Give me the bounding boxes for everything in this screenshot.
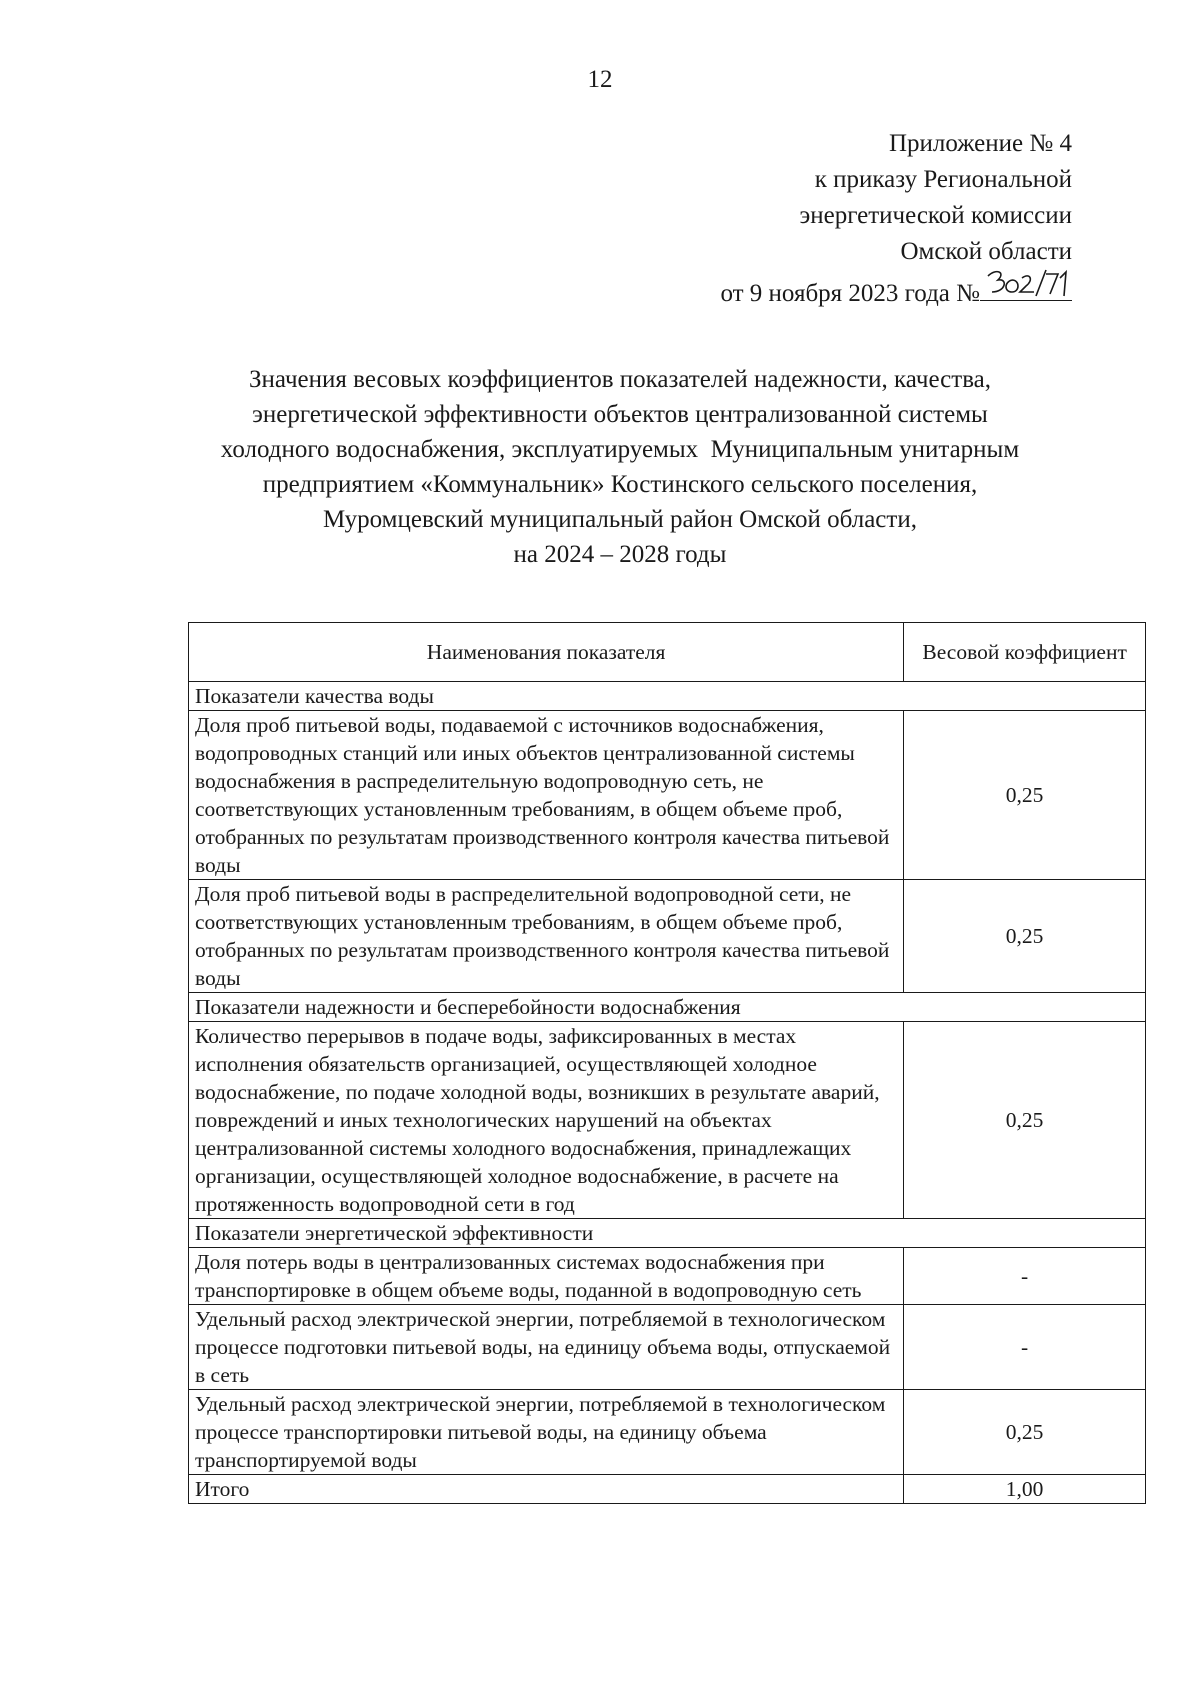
title-line-6: на 2024 – 2028 годы [513, 541, 727, 568]
appendix-line-3: энергетической комиссии [799, 202, 1072, 229]
appendix-line-1: Приложение № 4 [888, 130, 1072, 157]
section-row [189, 682, 1146, 711]
handwritten-number-icon [982, 266, 1074, 300]
header-indicator-name: Наименования показателя [189, 623, 904, 682]
section-title: Показатели надежности и бесперебойности водоснабжения [189, 993, 1146, 1022]
indicator-coefficient: - [904, 1305, 1146, 1390]
table-row [189, 711, 1146, 880]
indicator-coefficient: - [904, 1248, 1146, 1305]
indicator-name: Доля потерь воды в централизованных системах водоснабжения при транспортировке в общем объеме воды, поданной в водопроводную сеть [189, 1248, 904, 1305]
table-row [189, 880, 1146, 993]
header-weight-coefficient: Весовой коэффициент [904, 623, 1146, 682]
section-row [189, 993, 1146, 1022]
indicator-name: Удельный расход электрической энергии, потребляемой в технологическом процессе подготовки питьевой воды, на единицу объема воды, отпускаемой в сеть [189, 1305, 904, 1390]
appendix-line-4: Омской области [900, 238, 1072, 265]
table-row [189, 1390, 1146, 1475]
title-line-1: Значения весовых коэффициентов показателей надежности, качества, [248, 366, 992, 393]
indicator-coefficient: 0,25 [904, 1390, 1146, 1475]
appendix-line-2: к приказу Региональной [814, 166, 1072, 193]
indicator-name: Удельный расход электрической энергии, потребляемой в технологическом процессе транспортировки питьевой воды, на единицу объема транспортируемой воды [189, 1390, 904, 1475]
indicator-name: Доля проб питьевой воды в распределительной водопроводной сети, не соответствующих установленным требованиям, в общем объеме проб, отобранных по результатам производственного контроля качества питьевой воды [189, 880, 904, 993]
handwritten-order-number [980, 270, 1072, 301]
order-date: от 9 ноября 2023 года № [720, 280, 980, 307]
indicator-coefficient: 0,25 [904, 711, 1146, 880]
indicator-name: Доля проб питьевой воды, подаваемой с источников водоснабжения, водопроводных станций или иных объектов централизованной системы водоснабжения в распределительную водопроводную сеть, не соответствующих установленным требованиям, в общем объеме проб, отобранных по результатам производственного контроля качества питьевой воды [189, 711, 904, 880]
total-row [189, 1475, 1146, 1504]
section-title: Показатели энергетической эффективности [189, 1219, 1146, 1248]
title-line-3: холодного водоснабжения, эксплуатируемых Муниципальным унитарным [220, 436, 1020, 463]
section-title: Показатели качества воды [189, 682, 1146, 711]
total-value: 1,00 [904, 1475, 1146, 1504]
title-line-4: предприятием «Коммунальник» Костинского сельского поселения, [262, 471, 978, 498]
indicator-name: Количество перерывов в подаче воды, зафиксированных в местах исполнения обязательств организацией, осуществляющей холодное водоснабжение, по подаче холодной воды, возникших в результате аварий, повреждений и иных технологических нарушений на объектах централизованной системы холодного водоснабжения, принадлежащих организации, осуществляющей холодное водоснабжение, в расчете на протяженность водопроводной сети в год [189, 1022, 904, 1219]
table-row [189, 1022, 1146, 1219]
document-title [150, 362, 1090, 572]
indicator-coefficient: 0,25 [904, 880, 1146, 993]
indicators-table [188, 622, 1146, 1504]
title-line-2: энергетической эффективности объектов централизованной системы [252, 401, 988, 428]
section-row [189, 1219, 1146, 1248]
table-row [189, 1248, 1146, 1305]
title-line-5: Муромцевский муниципальный район Омской области, [323, 506, 917, 533]
appendix-block [720, 126, 1072, 312]
page-number: 12 [587, 66, 613, 93]
table-row [189, 1305, 1146, 1390]
indicator-coefficient: 0,25 [904, 1022, 1146, 1219]
appendix-line-5 [720, 270, 1072, 312]
table-header-row [189, 623, 1146, 682]
total-label: Итого [189, 1475, 904, 1504]
